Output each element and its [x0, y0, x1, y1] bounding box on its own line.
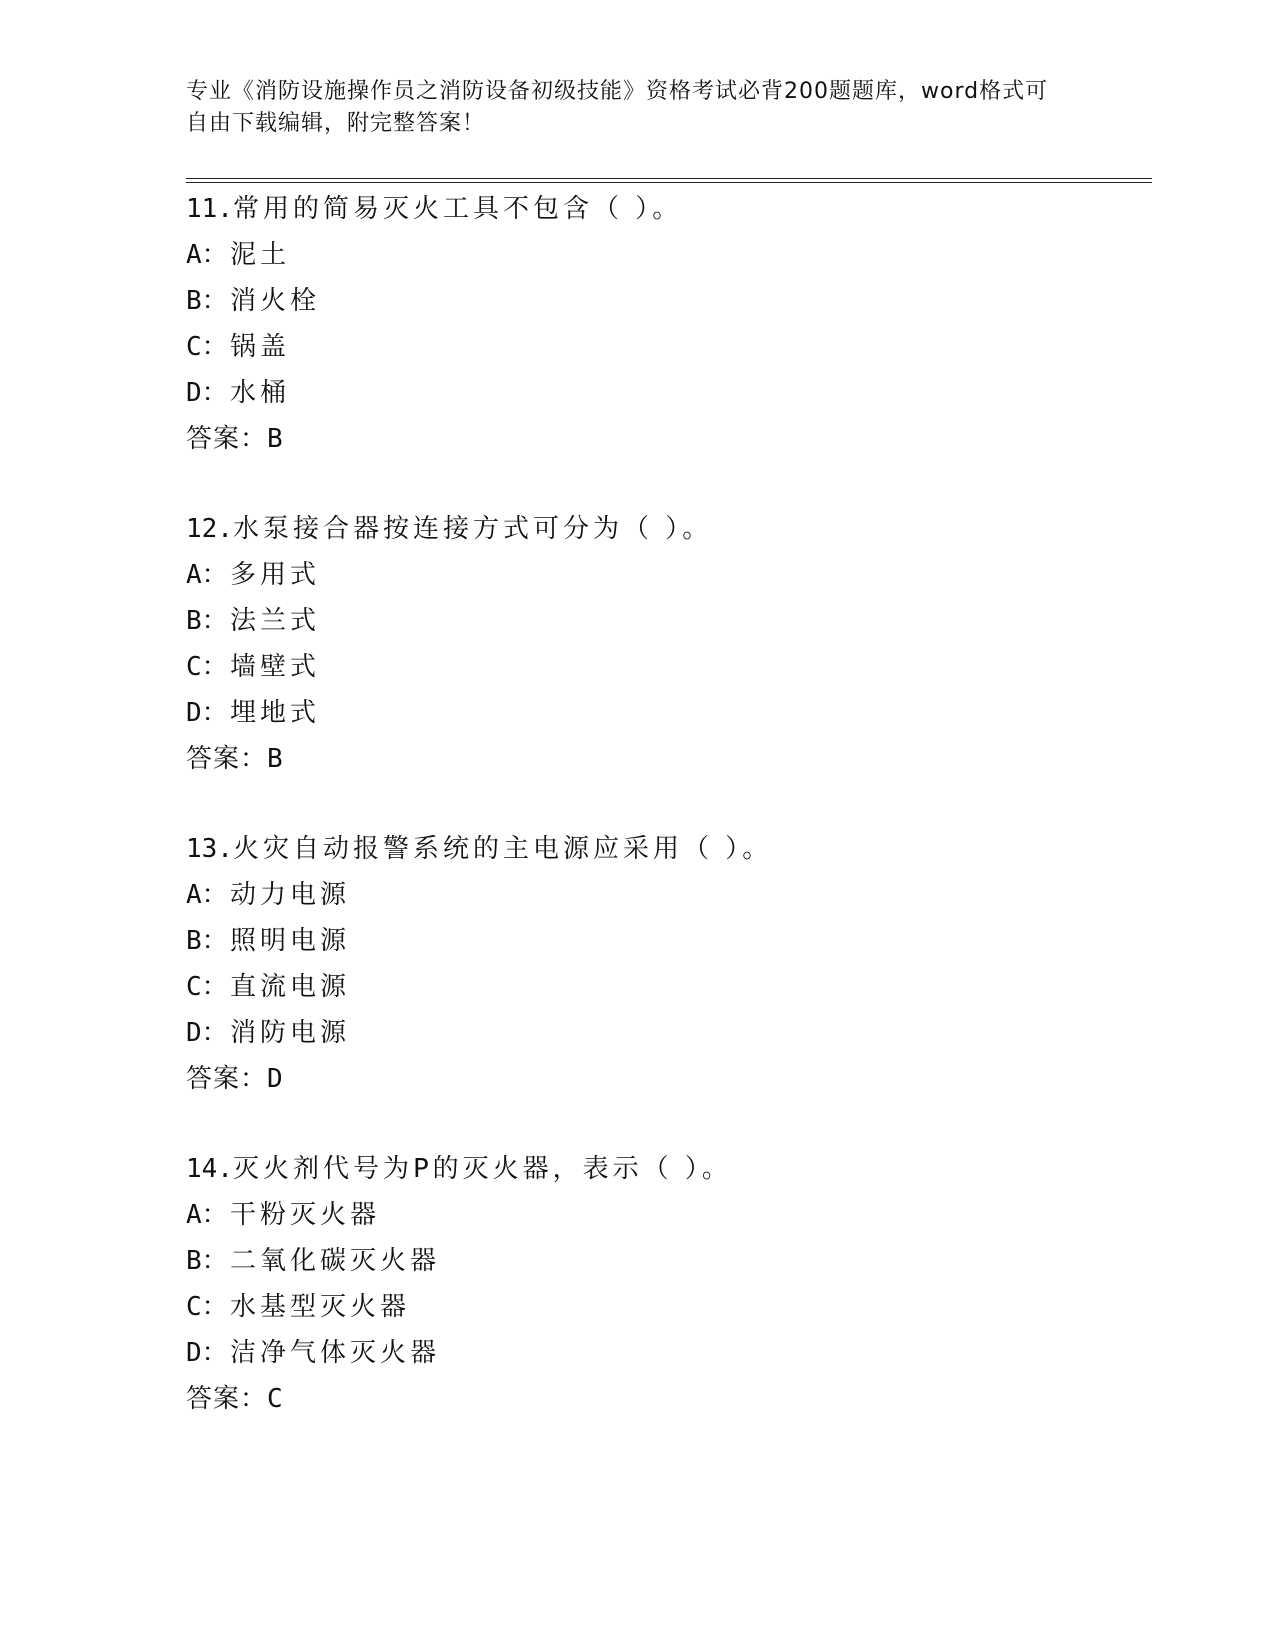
- answer-line: [186, 1056, 1146, 1102]
- option-letter: C：: [186, 652, 228, 682]
- option-letter: D：: [186, 1018, 228, 1048]
- option-text: 墙壁式: [230, 652, 321, 682]
- document-header: [186, 76, 1066, 140]
- question-text: 灭火剂代号为P的灭火器，表示（ ）。: [232, 1154, 732, 1184]
- option-a: [186, 1192, 1146, 1238]
- question-block: [186, 186, 1146, 462]
- option-text: 多用式: [230, 560, 321, 590]
- option-text: 干粉灭火器: [230, 1200, 381, 1230]
- answer-line: [186, 1376, 1146, 1422]
- question-text: 火灾自动报警系统的主电源应采用（ ）。: [232, 834, 773, 864]
- option-letter: A：: [186, 880, 228, 910]
- question-stem: [186, 826, 1146, 872]
- answer-label: 答案：: [186, 1384, 268, 1414]
- option-text: 法兰式: [230, 606, 321, 636]
- option-text: 照明电源: [230, 926, 351, 956]
- option-text: 消防电源: [230, 1018, 351, 1048]
- answer-value: B: [267, 424, 284, 454]
- option-text: 水基型灭火器: [230, 1292, 411, 1322]
- option-d: [186, 370, 1146, 416]
- answer-label: 答案：: [186, 744, 268, 774]
- option-letter: B：: [186, 1246, 228, 1276]
- option-letter: D：: [186, 378, 228, 408]
- option-letter: B：: [186, 926, 228, 956]
- option-text: 埋地式: [230, 698, 321, 728]
- question-stem: [186, 506, 1146, 552]
- option-letter: D：: [186, 698, 228, 728]
- option-letter: C：: [186, 332, 228, 362]
- question-block: [186, 826, 1146, 1102]
- question-number: 12.: [186, 514, 233, 544]
- option-text: 洁净气体灭火器: [230, 1338, 441, 1368]
- option-text: 消火栓: [230, 286, 321, 316]
- option-text: 动力电源: [230, 880, 351, 910]
- question-block: [186, 506, 1146, 782]
- option-b: [186, 1238, 1146, 1284]
- header-divider-top: [186, 178, 1152, 179]
- answer-line: [186, 416, 1146, 462]
- option-letter: B：: [186, 286, 228, 316]
- option-d: [186, 690, 1146, 736]
- option-letter: B：: [186, 606, 228, 636]
- option-letter: D：: [186, 1338, 228, 1368]
- option-d: [186, 1010, 1146, 1056]
- option-d: [186, 1330, 1146, 1376]
- question-number: 14.: [186, 1154, 233, 1184]
- answer-value: C: [267, 1384, 284, 1414]
- option-text: 直流电源: [230, 972, 351, 1002]
- question-stem: [186, 186, 1146, 232]
- question-number: 11.: [186, 194, 233, 224]
- answer-label: 答案：: [186, 424, 268, 454]
- answer-value: B: [267, 744, 284, 774]
- option-letter: A：: [186, 1200, 228, 1230]
- option-letter: A：: [186, 560, 228, 590]
- option-a: [186, 232, 1146, 278]
- option-c: [186, 324, 1146, 370]
- option-b: [186, 918, 1146, 964]
- option-c: [186, 964, 1146, 1010]
- answer-label: 答案：: [186, 1064, 268, 1094]
- option-text: 泥土: [230, 240, 291, 270]
- question-block: [186, 1146, 1146, 1422]
- question-stem: [186, 1146, 1146, 1192]
- answer-line: [186, 736, 1146, 782]
- option-text: 锅盖: [230, 332, 291, 362]
- option-a: [186, 552, 1146, 598]
- option-text: 水桶: [230, 378, 291, 408]
- question-text: 水泵接合器按连接方式可分为（ ）。: [232, 514, 713, 544]
- header-divider-bottom: [186, 182, 1152, 183]
- option-letter: C：: [186, 1292, 228, 1322]
- option-c: [186, 1284, 1146, 1330]
- header-text: 专业《消防设施操作员之消防设备初级技能》资格考试必背200题题库，word格式可自由下载编辑，附完整答案！: [186, 79, 1049, 136]
- option-b: [186, 598, 1146, 644]
- option-text: 二氧化碳灭火器: [230, 1246, 441, 1276]
- question-text: 常用的简易灭火工具不包含（ ）。: [232, 194, 683, 224]
- option-letter: C：: [186, 972, 228, 1002]
- option-c: [186, 644, 1146, 690]
- option-b: [186, 278, 1146, 324]
- option-a: [186, 872, 1146, 918]
- answer-value: D: [267, 1064, 284, 1094]
- option-letter: A：: [186, 240, 228, 270]
- question-number: 13.: [186, 834, 233, 864]
